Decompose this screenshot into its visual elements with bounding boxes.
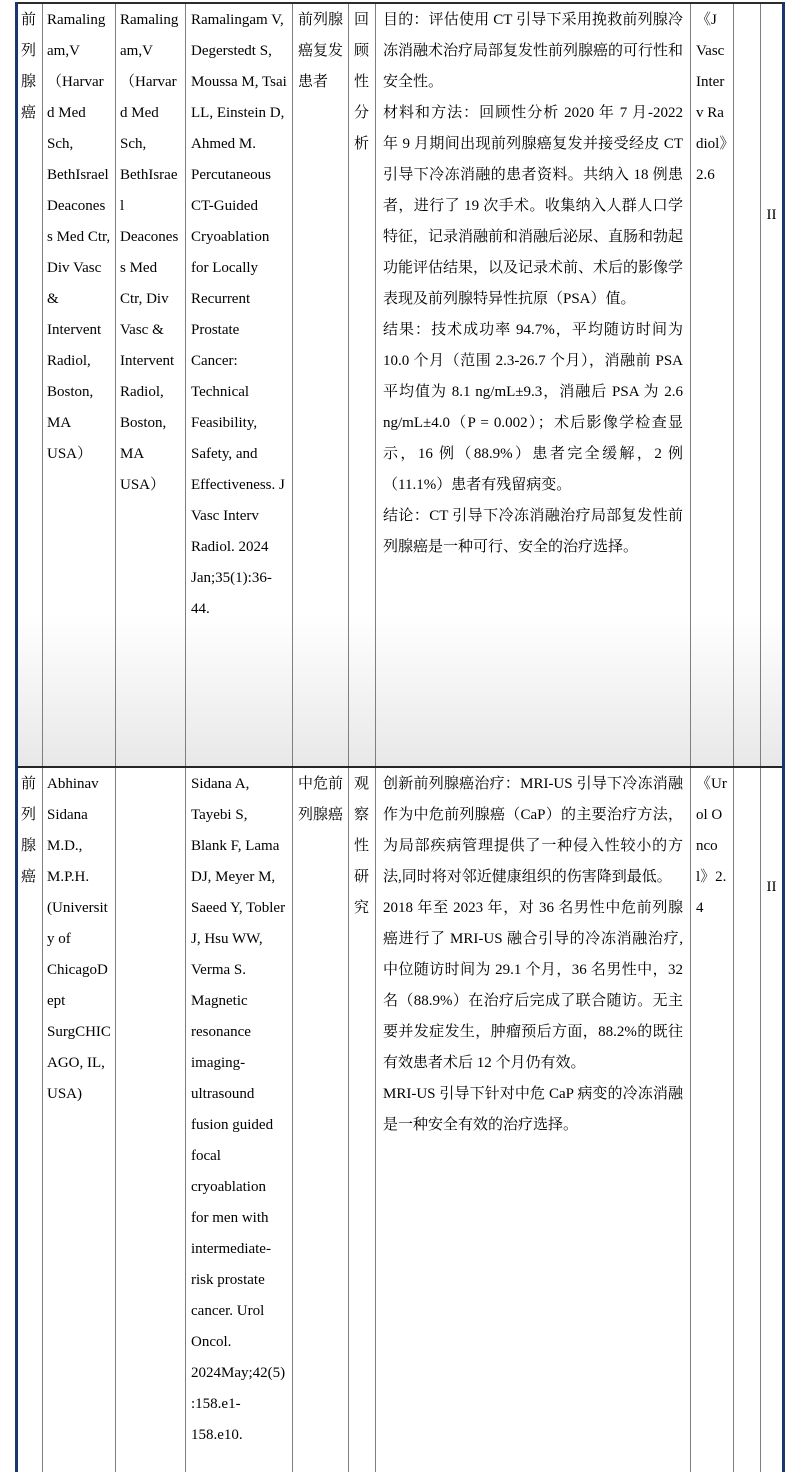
- abstract-paragraph: 创新前列腺癌治疗：MRI-US 引导下冷冻消融作为中危前列腺癌（CaP）的主要治疗方法，为局部疾病管理提供了一种侵入性较小的方法,同时将对邻近健康组织的伤害降到最低。: [383, 776, 683, 885]
- author-affiliation-cell: [116, 767, 186, 1472]
- population-text: 前列腺癌复发患者: [298, 12, 344, 90]
- abstract-paragraph: MRI-US 引导下针对中危 CaP 病变的冷冻消融是一种安全有效的治疗选择。: [383, 1086, 683, 1133]
- abstract-paragraph: 结果：技术成功率 94.7%，平均随访时间为 10.0 个月（范围 2.3-26.7 个月），消融前 PSA 平均值为 8.1 ng/mL±9.3，消融后 PSA 为 2.6 ng/mL±4.0（P = 0.002）；术后影像学检查显示，16 例（88.9%）患者完全缓解，2 例（11.1%）患者有残留病变。: [383, 322, 683, 493]
- author-affiliation-cell: [116, 3, 186, 767]
- abstract-cell: [376, 767, 691, 1472]
- literature-review-table: [15, 2, 785, 1472]
- citation-cell: [186, 767, 293, 1472]
- citation-cell: [186, 3, 293, 767]
- citation-text: Sidana A, Tayebi S, Blank F, Lama DJ, Meyer M, Saeed Y, Tobler J, Hsu WW, Verma S. Magnetic resonance imaging-ultrasound fusion guided focal cryoablation for men with intermediate-risk prostate cancer. Urol Oncol. 2024May;42(5):158.e1-158.e10.: [191, 776, 286, 1443]
- table-row: [17, 767, 784, 1472]
- abstract-paragraph: 材料和方法：回顾性分析 2020 年 7 月-2022 年 9 月期间出现前列腺癌复发并接受经皮 CT 引导下冷冻消融的患者资料。共纳入 18 例患者，进行了 19 次手术。收集纳入人群人口学特征，记录消融前和消融后泌尿、直肠和勃起功能评估结果，以及记录术前、术后的影像学表现及前列腺特异性抗原（PSA）值。: [383, 105, 684, 307]
- evidence-grade-cell: [761, 767, 784, 1472]
- author-cell: [43, 3, 116, 767]
- author-cell: [43, 767, 116, 1472]
- spacer-cell: [734, 3, 761, 767]
- abstract-cell: [376, 3, 691, 767]
- abstract-paragraph: 结论：CT 引导下冷冻消融治疗局部复发性前列腺癌是一种可行、安全的治疗选择。: [383, 508, 683, 555]
- study-design-cell: [349, 3, 376, 767]
- journal-impact-text: 《J Vasc Interv Radiol》2.6: [696, 12, 727, 183]
- study-design-text: 观察性研究: [354, 776, 370, 916]
- cancer-type-cell: [17, 3, 43, 767]
- author-text: Ramalingam,V （Harvard Med Sch, BethIsrael Deaconess Med Ctr, Div Vasc & Intervent Radiol, Boston, MA USA）: [47, 12, 111, 462]
- abstract-paragraph: 2018 年至 2023 年，对 36 名男性中危前列腺癌进行了 MRI-US 融合引导的冷冻消融治疗,中位随访时间为 29.1 个月，36 名男性中，32 名（88.9%）在治疗后完成了联合随访。无主要并发症发生，肿瘤预后方面，88.2%的既往有效患者术后 12 个月仍有效。: [383, 900, 683, 1071]
- cancer-type-text: 前列腺癌: [21, 12, 37, 121]
- cancer-type-text: 前列腺癌: [21, 776, 37, 885]
- citation-text: Ramalingam V, Degerstedt S, Moussa M, Tsai LL, Einstein D, Ahmed M. Percutaneous CT-Guided Cryoablation for Locally Recurrent Prostate Cancer: Technical Feasibility, Safety, and Effectiveness. J Vasc Interv Radiol. 2024 Jan;35(1):36-44.: [191, 12, 287, 617]
- cancer-type-cell: [17, 767, 43, 1472]
- evidence-grade-text: II: [766, 879, 777, 895]
- spacer-cell: [734, 767, 761, 1472]
- evidence-grade-cell: [761, 3, 784, 767]
- study-design-text: 回顾性分析: [354, 12, 370, 152]
- journal-impact-cell: [691, 3, 734, 767]
- population-cell: [293, 767, 349, 1472]
- evidence-grade-text: II: [766, 207, 777, 223]
- abstract-paragraph: 目的：评估使用 CT 引导下采用挽救前列腺冷冻消融术治疗局部复发性前列腺癌的可行性和安全性。: [383, 12, 684, 90]
- journal-impact-cell: [691, 767, 734, 1472]
- population-text: 中危前列腺癌: [298, 776, 344, 823]
- study-design-cell: [349, 767, 376, 1472]
- journal-impact-text: 《Urol Oncol》2.4: [696, 776, 727, 916]
- table-row: [17, 3, 784, 767]
- author-affiliation-text: Ramalingam,V （Harvard Med Sch, BethIsrael Deaconess Med Ctr, Div Vasc & Intervent Radiol, Boston, MA USA）: [120, 12, 179, 493]
- population-cell: [293, 3, 349, 767]
- author-text: Abhinav Sidana M.D., M.P.H. (University of ChicagoDept SurgCHICAGO, IL, USA): [47, 776, 111, 1102]
